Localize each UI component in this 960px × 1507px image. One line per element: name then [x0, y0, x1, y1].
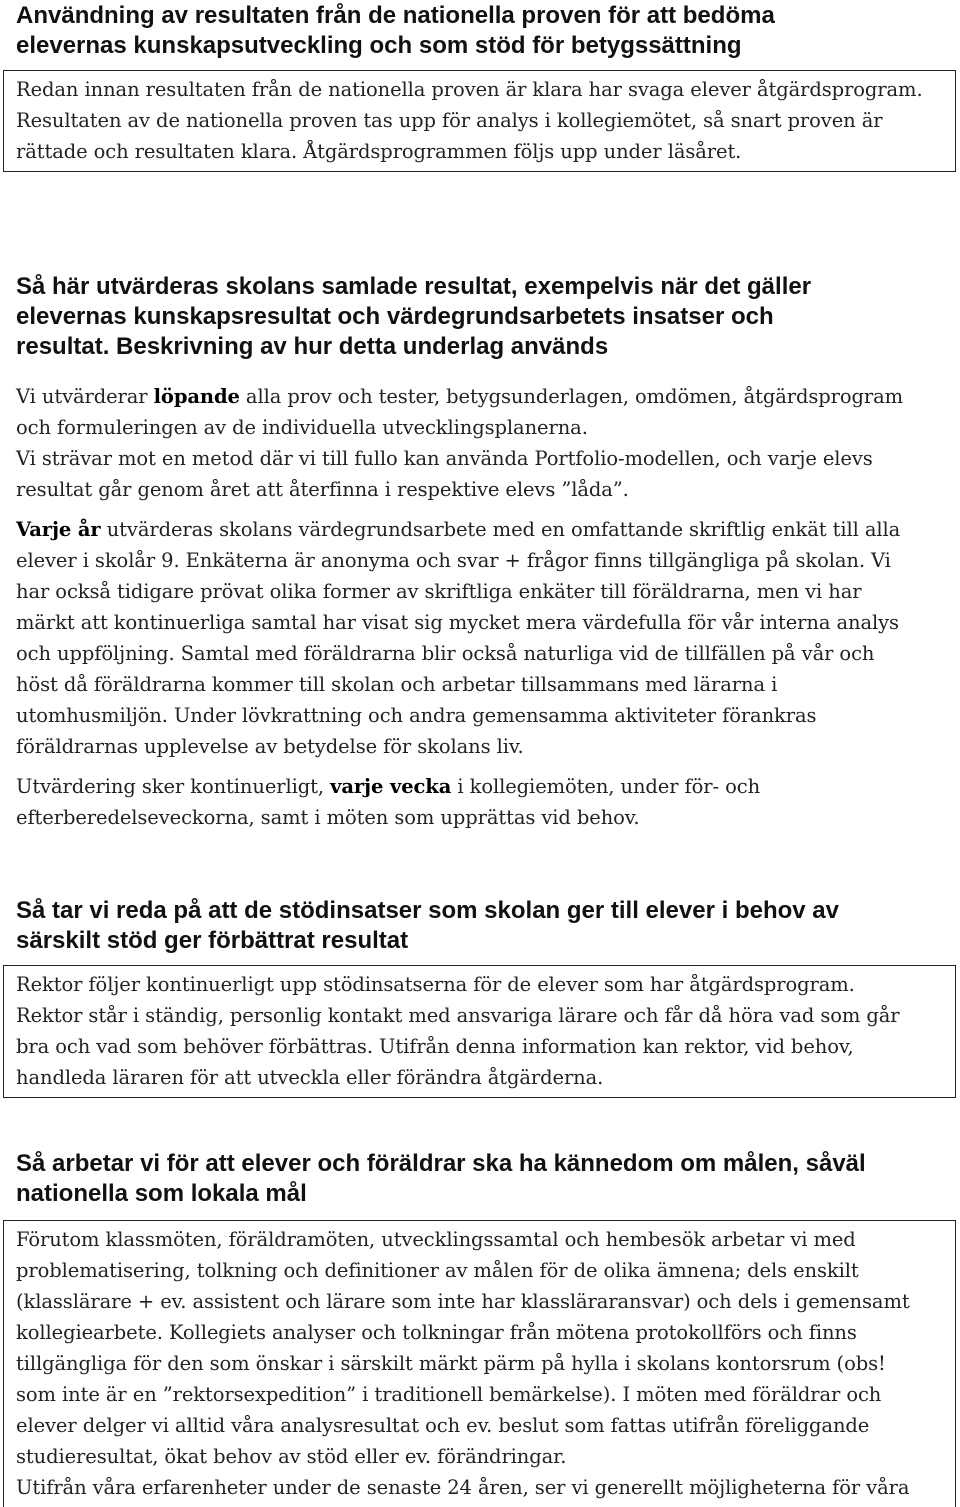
heading-line: Så tar vi reda på att de stödinsatser som skolan ger till elever i behov av [16, 897, 839, 924]
text-line: resultat går genom året att återfinna i respektive elevs ”låda”. [16, 478, 629, 501]
text-line: efterberedelseveckorna, samt i möten som upprättas vid behov. [16, 806, 640, 829]
text-line: har också tidigare prövat olika former av skriftliga enkäter till föräldrarna, men vi har [16, 580, 862, 603]
text-line: Redan innan resultaten från de nationella proven är klara har svaga elever åtgärdsprogram. [16, 78, 923, 101]
text-line: Vi strävar mot en metod där vi till fullo kan använda Portfolio-modellen, och varje elevs [16, 447, 873, 470]
section-heading-national-tests [16, 1, 946, 61]
section-body-school-results [16, 381, 946, 833]
section-heading-support-measures [16, 896, 946, 956]
paragraph-running-evaluation [16, 381, 946, 443]
text-line: bra och vad som behöver förbättras. Utifrån denna information kan rektor, vid behov, [16, 1035, 854, 1058]
text-line: och uppföljning. Samtal med föräldrarna blir också naturliga vid de tillfällen på vår och [16, 642, 875, 665]
heading-line: Så arbetar vi för att elever och föräldrar ska ha kännedom om målen, såväl [16, 1150, 866, 1177]
text-line: (klasslärare + ev. assistent och lärare som inte har klassläraransvar) och dels i gemensamt [16, 1290, 910, 1313]
text-line: Resultaten av de nationella proven tas upp för analys i kollegiemötet, så snart proven är [16, 109, 883, 132]
paragraph [16, 1224, 943, 1503]
text-line: tillgängliga för den som önskar i särskilt märkt pärm på hylla i skolans kontorsrum (obs! [16, 1352, 886, 1375]
heading-line: elevernas kunskapsutveckling och som stöd för betygssättning [16, 32, 742, 59]
section-heading-school-results [16, 272, 946, 362]
heading-line: elevernas kunskapsresultat och värdegrundsarbetets insatser och [16, 303, 774, 330]
text-line: handleda läraren för att utveckla eller förändra åtgärderna. [16, 1066, 604, 1089]
heading-line: nationella som lokala mål [16, 1180, 307, 1207]
paragraph-portfolio [16, 443, 946, 505]
paragraph-yearly-survey [16, 514, 946, 762]
text-line: Rektor står i ständig, personlig kontakt med ansvariga lärare och får då höra vad som går [16, 1004, 900, 1027]
text-line: höst då föräldrarna kommer till skolan och arbetar tillsammans med lärarna i [16, 673, 778, 696]
heading-line: resultat. Beskrivning av hur detta underlag används [16, 333, 609, 360]
text-line: elever delger vi alltid våra analysresultat och ev. beslut som fattas utifrån föreliggande [16, 1414, 870, 1437]
text-line: rättade och resultaten klara. Åtgärdsprogrammen följs upp under läsåret. [16, 140, 742, 163]
text-run: Vi utvärderar [16, 385, 154, 408]
heading-line: Användning av resultaten från de nationella proven för att bedöma [16, 2, 775, 29]
text-line: märkt att kontinuerliga samtal har visat sig mycket mera värdefulla för vår interna analys [16, 611, 899, 634]
bold-text: varje vecka [330, 775, 452, 798]
text-line: Utifrån våra erfarenheter under de senaste 24 åren, ser vi generellt möjligheterna för våra [16, 1476, 910, 1499]
text-line: elever i skolår 9. Enkäterna är anonyma och svar + frågor finns tillgängliga på skolan. Vi [16, 549, 891, 572]
text-line: föräldrarnas upplevelse av betydelse för skolans liv. [16, 735, 524, 758]
text-run: i kollegiemöten, under för- och [451, 775, 761, 798]
text-line: och formuleringen av de individuella utvecklingsplanerna. [16, 416, 588, 439]
heading-line: särskilt stöd ger förbättrat resultat [16, 927, 409, 954]
paragraph [16, 969, 943, 1093]
text-run: alla prov och tester, betygsunderlagen, omdömen, åtgärdsprogram [239, 385, 904, 408]
text-line: Rektor följer kontinuerligt upp stödinsatserna för de elever som har åtgärdsprogram. [16, 973, 855, 996]
paragraph [16, 74, 943, 167]
section-heading-goals-awareness [16, 1149, 951, 1209]
text-line: Förutom klassmöten, föräldramöten, utvecklingssamtal och hembesök arbetar vi med [16, 1228, 856, 1251]
text-box-national-tests [3, 70, 956, 172]
text-box-support-measures [3, 965, 956, 1098]
paragraph-weekly-evaluation [16, 771, 946, 833]
text-run: Utvärdering sker kontinuerligt, [16, 775, 331, 798]
text-line: problematisering, tolkning och definitioner av målen för de olika ämnena; dels enskilt [16, 1259, 859, 1282]
text-box-goals-awareness [3, 1220, 956, 1507]
bold-text: Varje år [16, 518, 101, 541]
text-line [16, 771, 946, 802]
text-line [16, 514, 946, 545]
bold-text: löpande [153, 385, 240, 408]
text-line: utomhusmiljön. Under lövkrattning och andra gemensamma aktiviteter förankras [16, 704, 817, 727]
text-run: utvärderas skolans värdegrundsarbete med en omfattande skriftlig enkät till alla [100, 518, 901, 541]
heading-line: Så här utvärderas skolans samlade resultat, exempelvis när det gäller [16, 273, 812, 300]
text-line: studieresultat, ökat behov av stöd eller ev. förändringar. [16, 1445, 567, 1468]
text-line [16, 381, 946, 412]
text-line: som inte är en ”rektorsexpedition” i traditionell bemärkelse). I möten med föräldrar och [16, 1383, 882, 1406]
text-line: kollegiearbete. Kollegiets analyser och tolkningar från mötena protokollförs och finns [16, 1321, 857, 1344]
